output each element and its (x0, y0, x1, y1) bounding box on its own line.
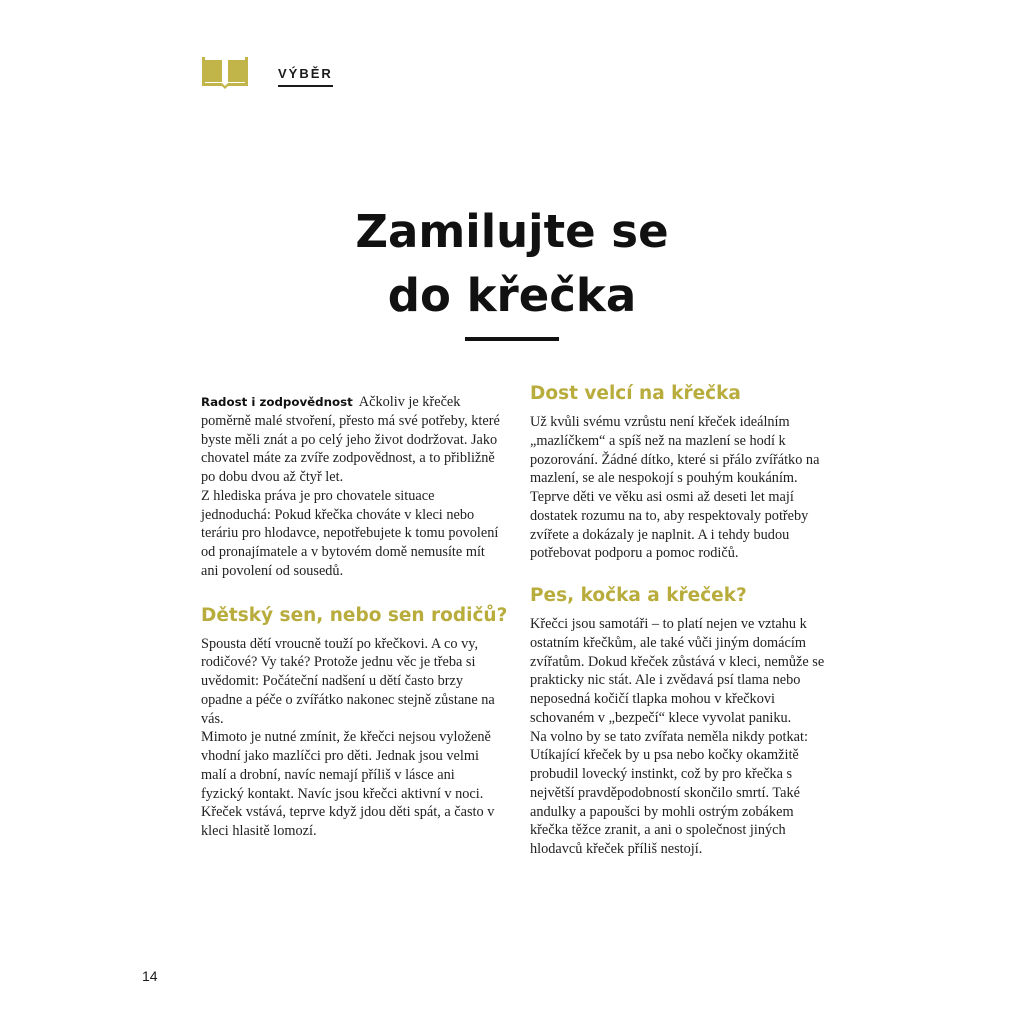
title-divider (465, 337, 559, 341)
right-paragraph-2: Křečci jsou samotáři – to platí nejen ve vztahu k ostatním křečkům, ale také vůči jiným domácím zvířatům. Dokud křeček zůstává v kleci, nemůže se prakticky nic stát. Ale i zvědavá psí tlama nebo neposedná kočičí tlapka mohou v křečkovi schovaném v „bezpečí“ klece vyvolat paniku. (530, 616, 825, 726)
heading-big-enough: Dost velcí na křečka (530, 383, 741, 404)
right-paragraph-1: Už kvůli svému vzrůstu není křeček ideálním „mazlíčkem“ a spíš než na mazlení se hodí k pozorování. Žádné dítko, které si přálo zvířátko na mazlení, se ale nespokojí s pouhým koukáním. Teprve děti ve věku asi osmi až deseti let mají dostatek rozumu na to, aby respektovaly potřeby zvířete a dokázaly je naplnit. A i tehdy budou potřebovat podporu a pomoc rodičů. (530, 414, 820, 562)
right-paragraph-3: Na volno by se tato zvířata neměla nikdy potkat: Utíkající křeček by u psa nebo kočky okamžitě probudil lovecký instinkt, což by pro křečka s největší pravděpodobností skončilo smrtí. Také andulky a papoušci by mohli ostrým zobákem křečka těžce zranit, a ani o společnost jiných hlodavců křeček příliš nestojí. (530, 728, 808, 857)
left-paragraph-2: Z hlediska práva je pro chovatele situace jednoduchá: Pokud křečka chováte v kleci nebo teráriu pro hlodavce, nepotřebujete k tomu povolení od pronajímatele a v bytovém domě nemusíte mít ani povolení od sousedů. (201, 487, 499, 579)
title-line-1: Zamilujte se (355, 205, 669, 258)
heading-childs-dream: Dětský sen, nebo sen rodičů? (201, 604, 508, 626)
right-column (530, 381, 830, 859)
section-label: VÝBĚR (278, 66, 333, 87)
open-book-icon (202, 52, 248, 90)
title-line-2: do křečka (387, 269, 637, 322)
pets-section (530, 583, 830, 859)
left-paragraph-3: Spousta dětí vroucně touží po křečkovi. A co vy, rodičové? Vy také? Protože jednu věc je třeba si uvědomit: Počáteční nadšení u dětí často brzy opadne a péče o zvířátko nakonec stejně zůstane na vás. (201, 635, 495, 727)
page-number: 14 (142, 968, 158, 984)
left-paragraph-4: Mimoto je nutné zmínit, že křečci nejsou vyloženě vhodní jako mazlíčci pro děti. Jednak jsou velmi malí a drobní, navíc nemají příliš v lásce ani fyzický kontakt. Navíc jsou křečci aktivní v noci. Křeček vstává, teprve když jdou děti spát, a často v kleci hlasitě lomozí. (201, 729, 495, 839)
intro-text: Ačkoliv je křeček poměrně malé stvoření, přesto má své potřeby, které byste měli znát a po celý jeho život dodržovat. Jako chovatel máte za zvíře zodpovědnost, a to přibližně po dobu dvou až čtyř let. (201, 394, 500, 485)
heading-dog-cat-hamster: Pes, kočka a křeček? (530, 585, 747, 606)
left-column (201, 393, 508, 841)
intro-paragraph (201, 393, 501, 487)
lead-label: Radost i zodpovědnost (201, 395, 353, 409)
page-title (0, 200, 1024, 328)
